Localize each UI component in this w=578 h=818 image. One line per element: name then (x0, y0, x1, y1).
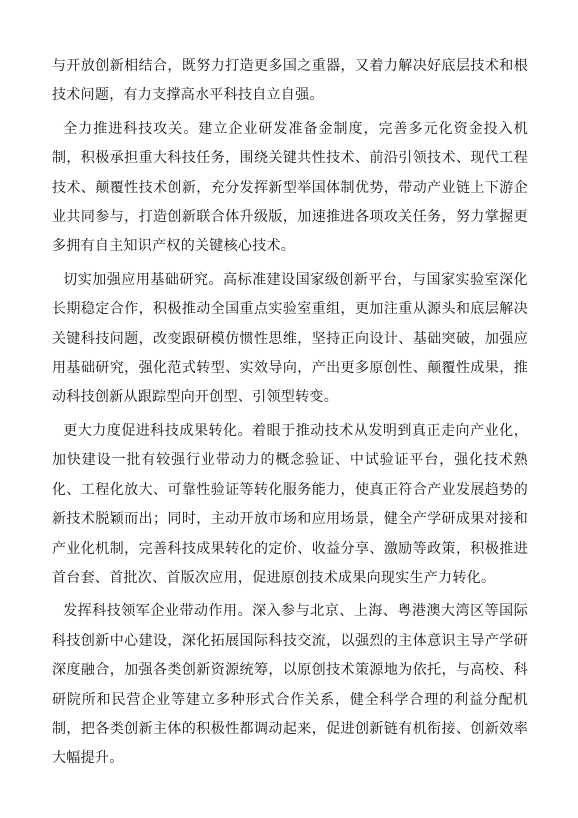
paragraph-5 (52, 597, 528, 773)
paragraph-3-lead: 切实加强应用基础研究。 (63, 271, 224, 288)
paragraph-1-text: 与开放创新相结合，既努力打造更多国之重器，又着力解决好底层技术和根技术问题，有力支撑高水平科技自立自强。 (52, 58, 528, 104)
paragraph-3-text: 高标准建设国家级创新平台，与国家实验室深化长期稳定合作，积极推动全国重点实验室重组，更加注重从源头和底层解决关键科技问题，改变跟研模仿惯性思维，坚持正向设计、基础突破，加强应用基础研究，强化范式转型、实效导向，产出更多原创性、颠覆性成果，推动科技创新从跟踪型向开创型、引领型转变。 (52, 271, 528, 406)
paragraph-4 (52, 417, 528, 593)
paragraph-2-text: 建立企业研发准备金制度，完善多元化资金投入机制，积极承担重大科技任务，围绕关键共性技术、前沿引领技术、现代工程技术、颠覆性技术创新，充分发挥新型举国体制优势，带动产业链上下游企业共同参与，打造创新联合体升级版，加速推进各项攻关任务，努力掌握更多拥有自主知识产权的关键核心技术。 (52, 120, 528, 255)
paragraph-5-lead: 发挥科技领军企业带动作用。 (63, 603, 253, 620)
paragraph-5-text: 深入参与北京、上海、粤港澳大湾区等国际科技创新中心建设，深化拓展国际科技交流，以强烈的主体意识主导产学研深度融合，加强各类创新资源统筹，以原创技术策源地为依托，与高校、科研院所和民营企业等建立多种形式合作关系，健全科学合理的利益分配机制，把各类创新主体的积极性都调动起来，促进创新链有机衔接、创新效率大幅提升。 (52, 603, 528, 767)
document-body (52, 52, 528, 778)
paragraph-3 (52, 266, 528, 413)
paragraph-2-lead: 全力推进科技攻关。 (63, 120, 199, 137)
paragraph-2 (52, 115, 528, 262)
paragraph-4-lead: 更大力度促进科技成果转化。 (63, 422, 253, 439)
paragraph-1 (52, 52, 528, 111)
paragraph-4-text: 着眼于推动技术从发明到真正走向产业化，加快建设一批有较强行业带动力的概念验证、中试验证平台，强化技术熟化、工程化放大、可靠性验证等转化服务能力，使真正符合产业发展趋势的新技术脱颖而出；同时，主动开放市场和应用场景，健全产学研成果对接和产业化机制，完善科技成果转化的定价、收益分享、激励等政策，积极推进首台套、首批次、首版次应用，促进原创技术成果向现实生产力转化。 (52, 422, 528, 586)
